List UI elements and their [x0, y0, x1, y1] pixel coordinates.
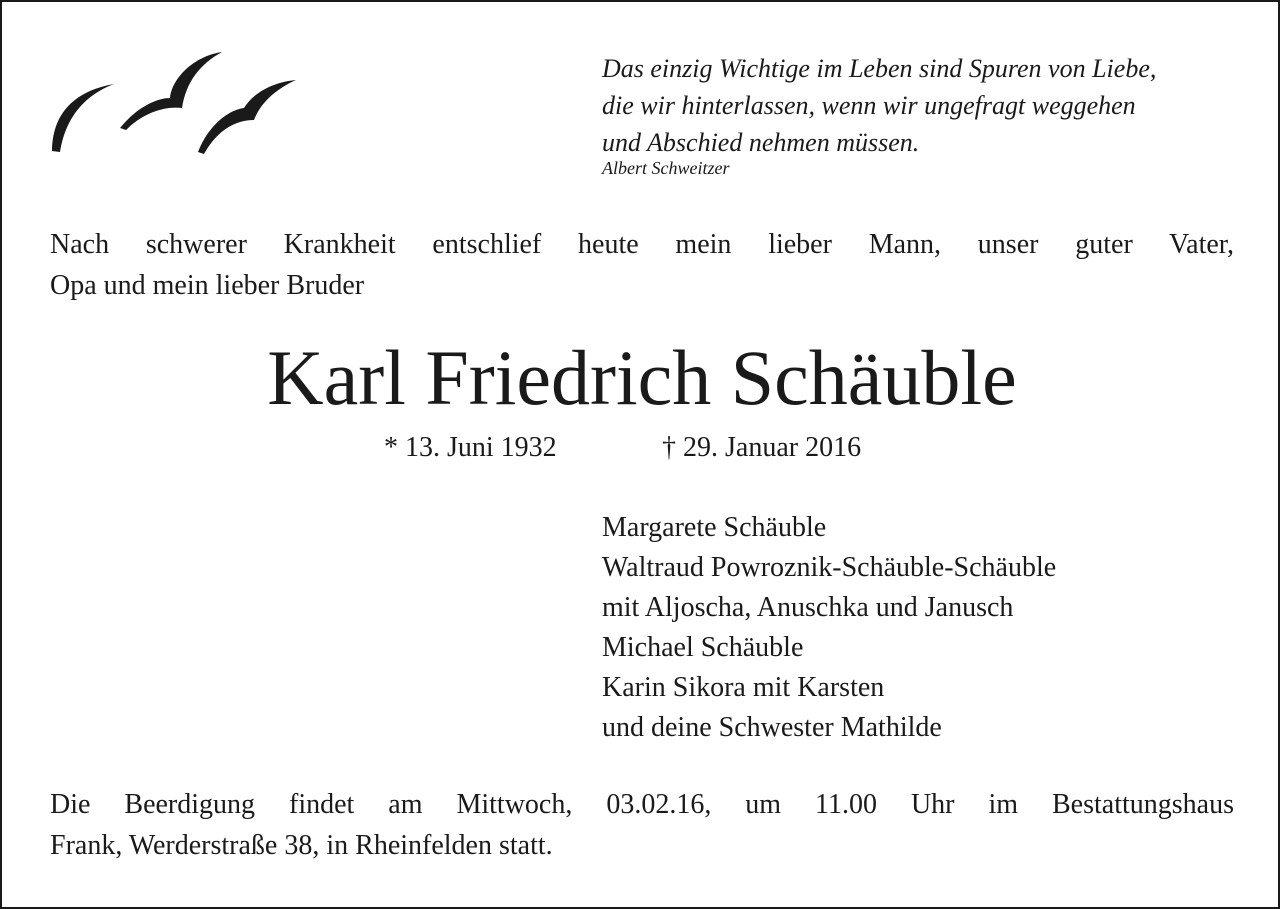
mourners-list	[602, 508, 1056, 748]
intro-line: Opa und mein lieber Bruder	[50, 270, 365, 301]
funeral-line: Frank, Werderstraße 38, in Rheinfelden statt.	[50, 830, 553, 861]
mourner: Michael Schäuble	[602, 632, 804, 663]
death-date: † 29. Januar 2016	[662, 432, 862, 463]
funeral-line: Die Beerdigung findet am Mittwoch, 03.02.16, um 11.00 Uhr im Bestattungshaus	[50, 789, 1234, 820]
quote-line: und Abschied nehmen müssen.	[602, 128, 920, 157]
mourner: Karin Sikora mit Karsten	[602, 672, 885, 703]
mourner: Waltraud Powroznik-Schäuble-Schäuble	[602, 552, 1057, 583]
quote-line: die wir hinterlassen, wenn wir ungefragt weggehen	[602, 91, 1136, 120]
birds-icon	[48, 48, 300, 156]
mourner: Margarete Schäuble	[602, 512, 827, 543]
quote	[602, 50, 1242, 161]
quote-line: Das einzig Wichtige im Leben sind Spuren von Liebe,	[602, 54, 1157, 83]
bird-left-icon	[52, 84, 114, 152]
mourner: mit Aljoscha, Anuschka und Janusch	[602, 592, 1014, 623]
mourner: und deine Schwester Mathilde	[602, 712, 942, 743]
deceased-name: Karl Friedrich Schäuble	[267, 334, 1017, 421]
intro-text	[50, 224, 1234, 306]
bird-middle-icon	[120, 52, 222, 130]
quote-author: Albert Schweitzer	[602, 158, 730, 178]
funeral-info	[50, 784, 1234, 866]
bird-right-icon	[198, 80, 296, 154]
birth-date: * 13. Juni 1932	[384, 432, 557, 463]
intro-line: Nach schwerer Krankheit entschlief heute mein lieber Mann, unser guter Vater,	[50, 229, 1234, 260]
